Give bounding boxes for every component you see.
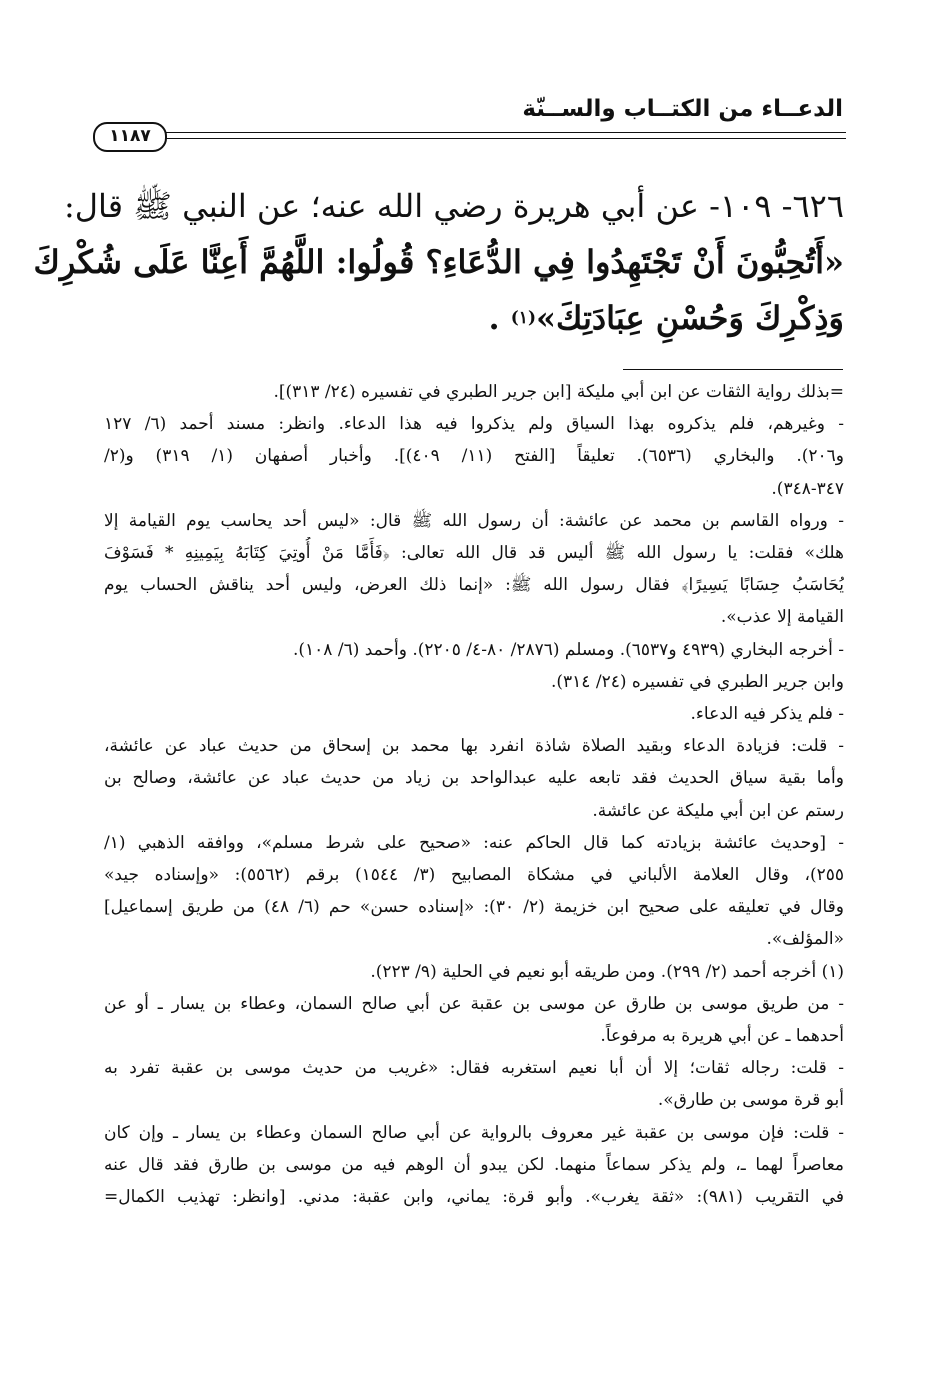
footnotes: [104, 376, 844, 1213]
hadith-line-3: [104, 290, 844, 346]
footnote-line: - أخرجه البخاري (٤٩٣٩ و٦٥٣٧). ومسلم (٢٨٧٦/ ٨٠-٤/ ٢٢٠٥). وأحمد (٦/ ١٠٨).: [292, 639, 844, 660]
footnote-line: القيامة إلا عذب».: [720, 607, 844, 628]
header-rule-bottom: [166, 138, 846, 139]
footnote-line: وقال في تعليقه على صحيح ابن خزيمة (٢/ ٣٠): «إسناده حسن» حم (٦/ ٤٨) من طريق إسماعيل]: [104, 897, 844, 918]
footnote-line: - ورواه القاسم بن محمد عن عائشة: أن رسول الله ﷺ قال: «ليس أحد يحاسب يوم القيامة إلا: [104, 510, 844, 531]
footnote-line: هلك» فقلت: يا رسول الله ﷺ أليس قد قال الله تعالى: ﴿فَأَمَّا مَنْ أُوتِيَ كِتَابَهُ بِيَمِينِهِ * فَسَوْفَ: [104, 543, 844, 564]
footnote-line: - وغيرهم، فلم يذكروه بهذا السياق ولم يذكروا فيه هذا الدعاء. وانظر: مسند أحمد (٦/ ١٢٧: [104, 414, 844, 435]
footnote-line: - [وحديث عائشة بزيادته كما قال الحاكم عنه: «صحيح على شرط مسلم»، ووافقه الذهبي (١/: [104, 832, 844, 853]
hadith-line-3-text: وَذِكْرِكَ وَحُسْنِ عِبَادَتِكَ»: [535, 299, 844, 337]
footnote-line: رستم عن ابن أبي مليكة عن عائشة.: [592, 800, 844, 821]
footnote-line: - قلت: فزيادة الدعاء وبقيد الصلاة شاذة انفرد بها محمد بن إسحاق من حديث عباد عن عائشة،: [104, 736, 844, 757]
footnote-reference[interactable]: (١): [510, 308, 536, 328]
footnote-line: - قلت: رجاله ثقات؛ إلا أن أبا نعيم استغربه فقال: «غريب من حديث موسى بن عقبة تفرد به: [104, 1058, 844, 1079]
hadith-line-1: ٦٢٦- ١٠٩- عن أبي هريرة رضي الله عنه؛ عن النبي ﷺ قال:: [64, 187, 844, 225]
footnote-line: - فلم يذكر فيه الدعاء.: [690, 704, 844, 725]
footnote-line: ٣٤٧-٣٤٨).: [771, 478, 844, 499]
footnote-line: (١) أخرجه أحمد (٢/ ٢٩٩). ومن طريقه أبو نعيم في الحلية (٩/ ٢٢٣).: [370, 961, 844, 982]
footnote-line: و٢٠٦). والبخاري (٦٥٣٦). تعليقاً [الفتح (١١/ ٤٠٩)]. وأخبار أصفهان (١/ ٣١٩) و(٢/: [104, 446, 844, 467]
footnote-line: في التقريب (٩٨١): «ثقة يغرب». وأبو قرة: يماني، وابن عقبة: مدني. [وانظر: تهذيب الكمال=: [104, 1187, 844, 1208]
hadith-line-3-end: .: [488, 299, 500, 337]
hadith-text: [33, 178, 844, 346]
running-title: الدعــاء من الكتــاب والســنّة: [522, 96, 843, 122]
footnote-line: =بذلك رواية الثقات عن ابن أبي مليكة [ابن جرير الطبري في تفسيره (٢٤/ ٣١٣)].: [273, 382, 844, 402]
footnote-line: أحدهما ـ عن أبي هريرة به مرفوعاً.: [600, 1026, 844, 1047]
hadith-line-2: «أَتُحِبُّونَ أَنْ تَجْتَهِدُوا فِي الدُّعَاءِ؟ قُولُوا: اللَّهُمَّ أَعِنَّا عَلَى شُكْرِكَ: [33, 243, 844, 281]
footnote-line: معاصراً لهما ـ، ولم يذكر سماعاً منهما. لكن يبدو أن الوهم فيه من موسى بن طارق فقد قال عنه: [104, 1154, 844, 1175]
header-rule-top: [166, 132, 846, 133]
footnote-line: ٢٥٥)، وقال العلامة الألباني في مشكاة المصابيح (٣/ ١٥٤٤) برقم (٥٥٦٢): «وإسناده جيد»: [104, 865, 844, 886]
footnote-separator: [623, 369, 843, 370]
footnote-line: «المؤلف».: [766, 929, 844, 950]
page-number: ١١٨٧: [93, 122, 167, 152]
footnote-line: أبو قرة موسى بن طارق».: [657, 1090, 844, 1111]
footnote-line: - قلت: فإن موسى بن عقبة غير معروف بالرواية عن أبي صالح السمان وعطاء بن يسار ـ وإن كان: [104, 1122, 844, 1143]
footnote-line: وابن جرير الطبري في تفسيره (٢٤/ ٣١٤).: [551, 671, 844, 692]
footnote-line: يُحَاسَبُ حِسَابًا يَسِيرًا﴾ فقال رسول الله ﷺ: «إنما ذلك العرض، وليس أحد يناقش الحساب يوم: [104, 575, 844, 596]
footnote-line: - من طريق موسى بن طارق عن موسى بن عقبة عن أبي صالح السمان، وعطاء بن يسار ـ أو عن: [104, 993, 844, 1014]
footnote-line: وأما بقية سياق الحديث فقد تابعه عليه عبدالواحد بن زياد من حديث عباد عن عائشة، وصالح بن: [104, 768, 844, 789]
